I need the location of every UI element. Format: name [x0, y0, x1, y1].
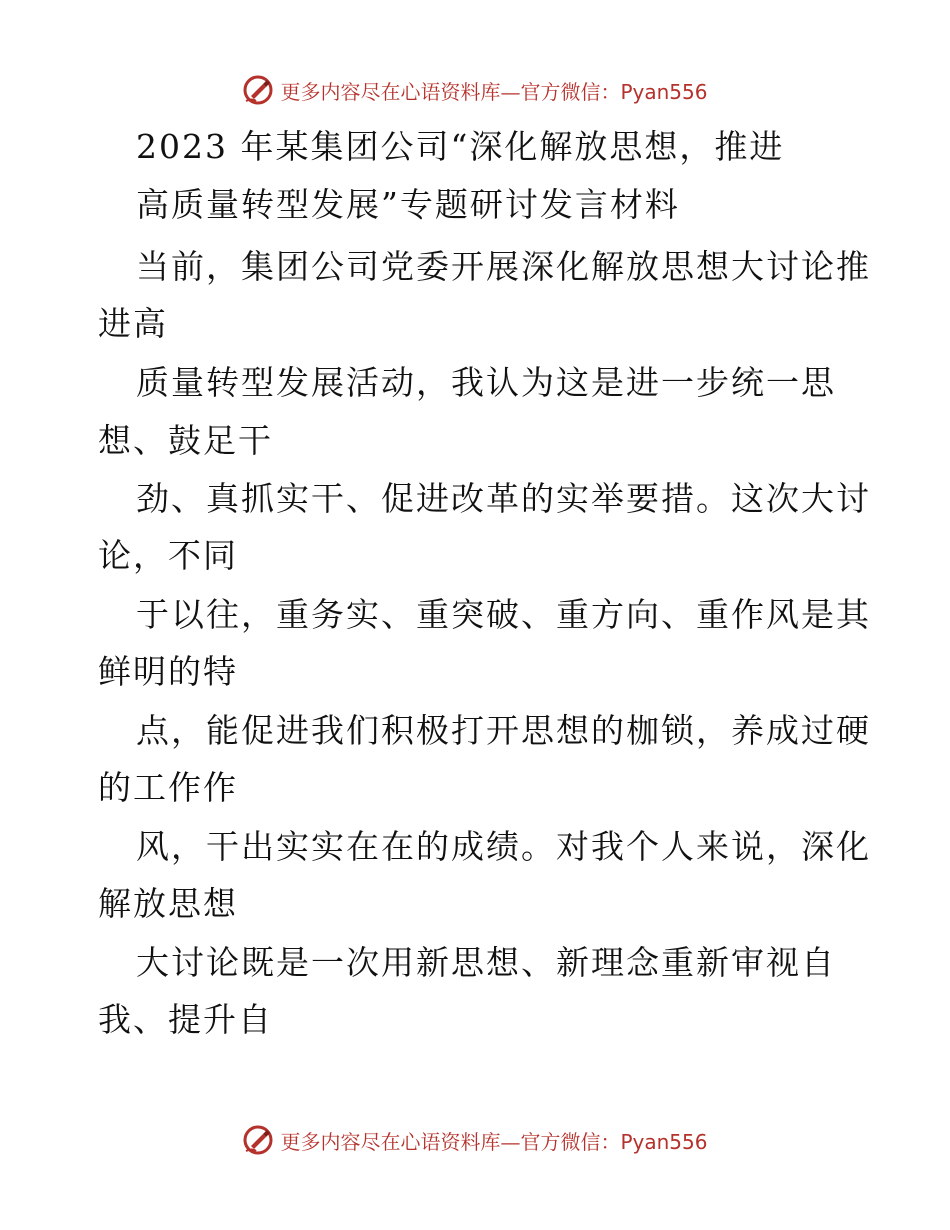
paragraph-line: 我、提升自	[98, 1000, 273, 1039]
title-line-2: 高质量转型发展”专题研讨发言材料	[136, 185, 680, 224]
paragraph-line: 于以往，重务实、重突破、重方向、重作风是其	[136, 595, 871, 634]
paragraph-line: 劲、真抓实干、促进改革的实举要措。这次大讨	[136, 479, 871, 518]
paragraph-line: 进高	[98, 304, 168, 343]
watermark-wechat-text: 官方微信：Pyan556	[520, 1129, 708, 1154]
title-line-1: 2023 年某集团公司“深化解放思想，推进	[136, 127, 785, 166]
paragraph-line: 解放思想	[98, 884, 238, 923]
paragraph-line: 想、鼓足干	[98, 421, 273, 460]
header-watermark-banner	[0, 70, 950, 110]
footer-watermark-banner	[0, 1120, 950, 1160]
pen-logo-icon	[242, 1124, 274, 1156]
paragraph-line: 论，不同	[98, 536, 238, 575]
paragraph-line: 的工作作	[98, 768, 238, 807]
paragraph-line: 大讨论既是一次用新思想、新理念重新审视自	[136, 943, 836, 982]
paragraph-line: 风，干出实实在在的成绩。对我个人来说，深化	[136, 827, 871, 866]
watermark-dash: —	[500, 79, 521, 104]
watermark-text	[280, 76, 707, 105]
paragraph-line: 当前，集团公司党委开展深化解放思想大讨论推	[136, 247, 871, 286]
paragraph-line: 点，能促进我们积极打开思想的枷锁，养成过硬	[136, 711, 871, 750]
watermark-text	[280, 1126, 707, 1155]
watermark-wechat-text: 官方微信：Pyan556	[520, 79, 708, 104]
watermark-site-text: 更多内容尽在心语资料库	[280, 1129, 501, 1154]
watermark-site-text: 更多内容尽在心语资料库	[280, 79, 501, 104]
paragraph-line: 鲜明的特	[98, 652, 238, 691]
paragraph-line: 质量转型发展活动，我认为这是进一步统一思	[136, 363, 836, 402]
watermark-dash: —	[500, 1129, 521, 1154]
pen-logo-icon	[242, 74, 274, 106]
